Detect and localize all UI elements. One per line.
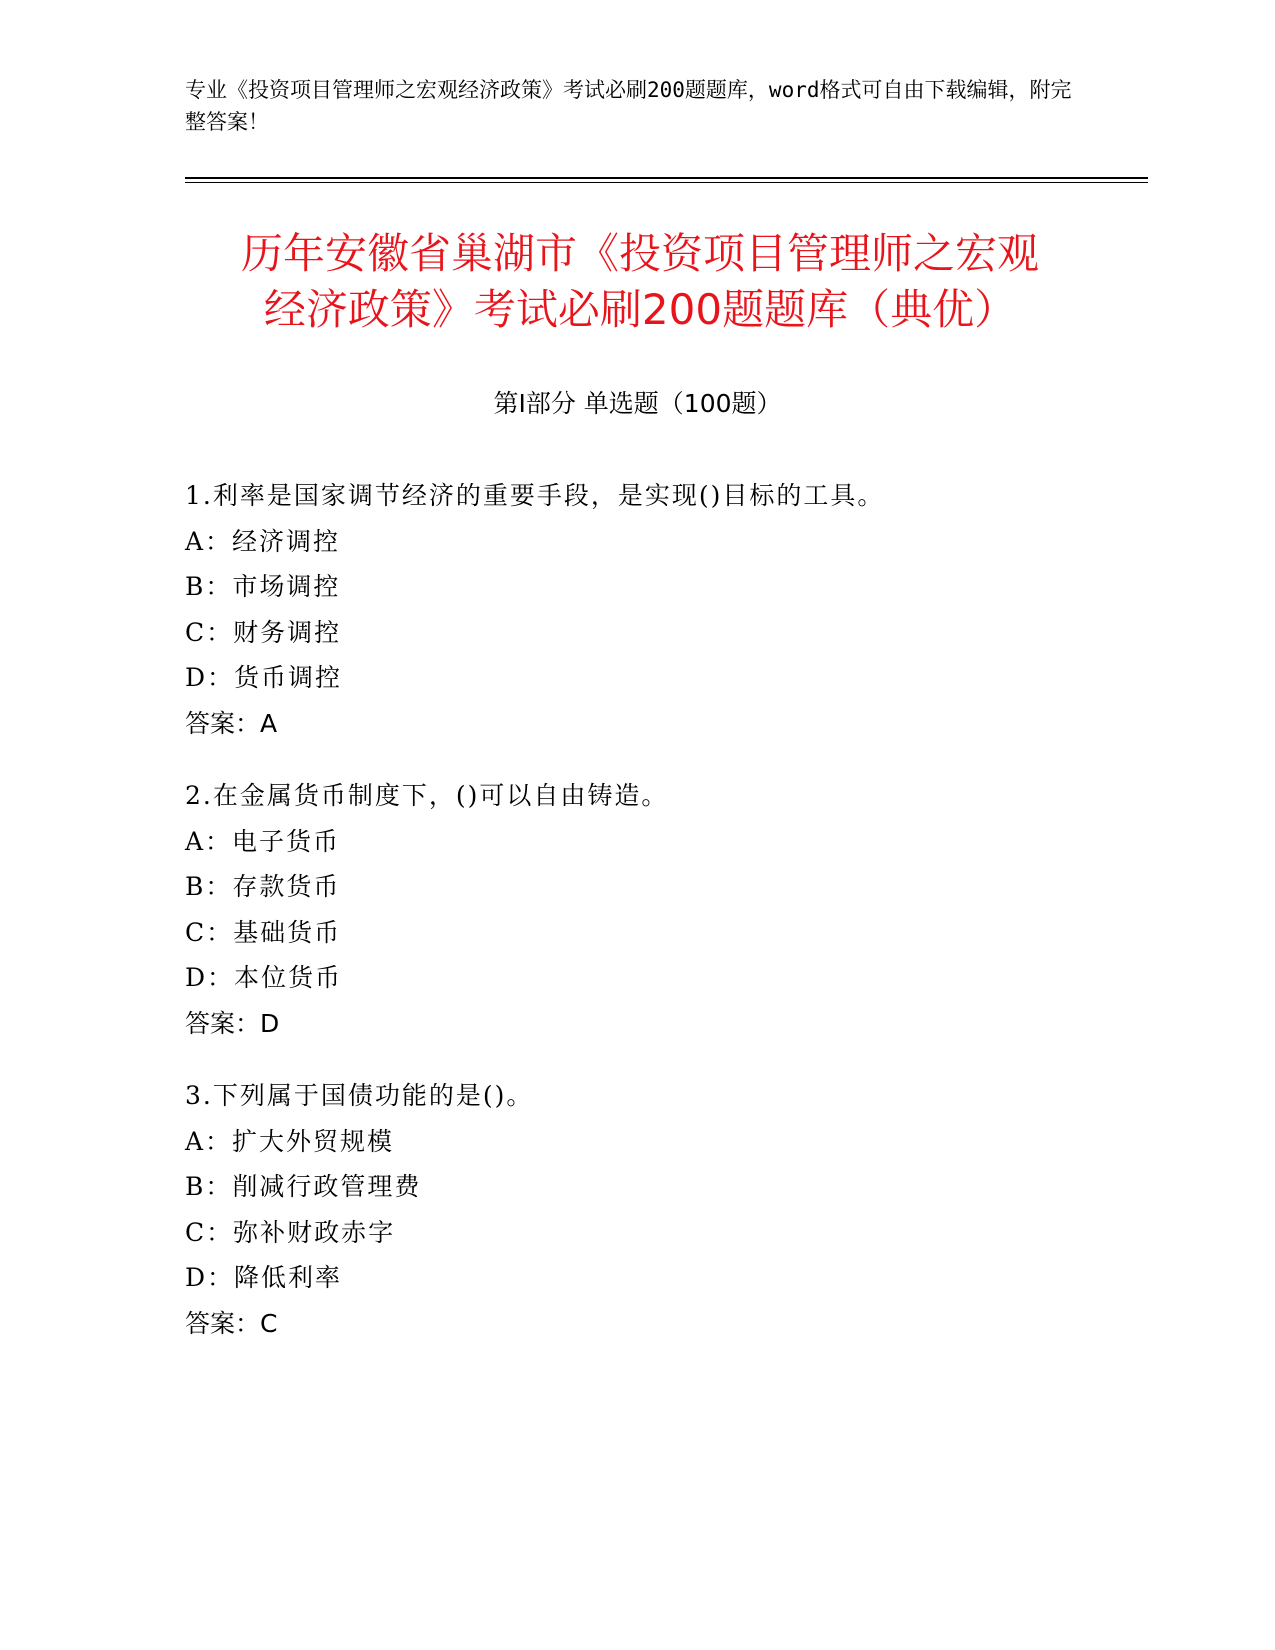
option-d: D：货币调控 bbox=[185, 663, 343, 692]
question-stem: 3.下列属于国债功能的是()。 bbox=[185, 1081, 534, 1110]
title-line-1: 历年安徽省巢湖市《投资项目管理师之宏观 bbox=[240, 229, 1039, 278]
title-line-2: 经济政策》考试必刷200题题库（典优） bbox=[263, 285, 1017, 334]
header-note: 专业《投资项目管理师之宏观经济政策》考试必刷200题题库，word格式可自由下载编辑，附完整答案！ bbox=[185, 78, 1072, 134]
option-c: C：基础货币 bbox=[185, 917, 342, 947]
section-heading: 第Ⅰ部分 单选题（100题） bbox=[493, 389, 782, 418]
question-stem: 1.利率是国家调节经济的重要手段，是实现()目标的工具。 bbox=[185, 481, 885, 510]
option-b: B：市场调控 bbox=[185, 572, 341, 601]
option-d: D：本位货币 bbox=[185, 963, 343, 992]
option-c: C：弥补财政赤字 bbox=[185, 1217, 396, 1247]
option-a: A：经济调控 bbox=[185, 526, 341, 556]
question-3 bbox=[185, 1073, 1145, 1346]
option-c: C：财务调控 bbox=[185, 617, 342, 647]
question-list bbox=[185, 473, 1145, 1373]
question-stem: 2.在金属货币制度下，()可以自由铸造。 bbox=[185, 781, 669, 810]
option-b: B：削减行政管理费 bbox=[185, 1172, 422, 1201]
option-a: A：扩大外贸规模 bbox=[185, 1126, 395, 1156]
answer: 答案：D bbox=[185, 1008, 280, 1038]
header-rule-thick bbox=[185, 177, 1148, 179]
header-rule-thin bbox=[185, 182, 1148, 183]
option-b: B：存款货币 bbox=[185, 872, 341, 901]
option-a: A：电子货币 bbox=[185, 826, 341, 856]
answer: 答案：C bbox=[185, 1308, 278, 1338]
answer: 答案：A bbox=[185, 708, 278, 738]
option-d: D：降低利率 bbox=[185, 1263, 343, 1292]
question-2 bbox=[185, 773, 1145, 1046]
question-1 bbox=[185, 473, 1145, 746]
document-title bbox=[140, 226, 1140, 338]
